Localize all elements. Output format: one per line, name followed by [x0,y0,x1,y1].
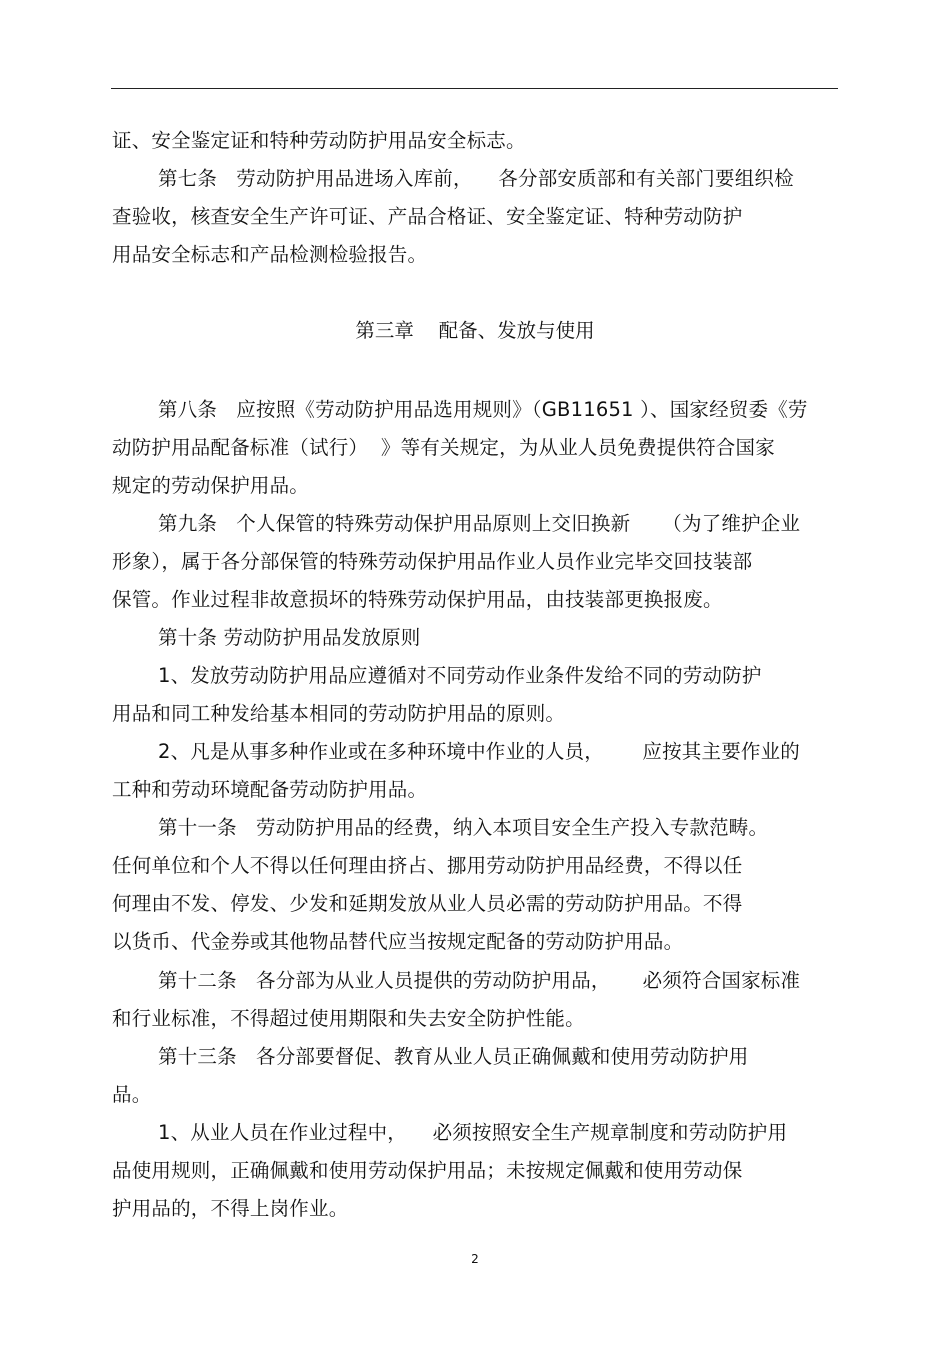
paragraph-line: 品使用规则，正确佩戴和使用劳动保护用品；未按规定佩戴和使用劳动保 [112,1159,743,1182]
article-9-line: 第九条 个人保管的特殊劳动保护用品原则上交旧换新 （为了维护企业 [158,512,801,535]
paragraph-line: 保管。作业过程非故意损坏的特殊劳动保护用品，由技装部更换报废。 [112,588,723,611]
header-rule [111,88,838,89]
paragraph-line: 何理由不发、停发、少发和延期发放从业人员必需的劳动防护用品。不得 [112,892,743,915]
paragraph-line: 品。 [112,1083,152,1106]
paragraph-line: 和行业标准，不得超过使用期限和失去安全防护性能。 [112,1007,585,1030]
paragraph-line: 工种和劳动环境配备劳动防护用品。 [112,778,428,801]
page-number: 2 [471,1252,479,1266]
clause-1-line: 1、从业人员在作业过程中， 必须按照安全生产规章制度和劳动防护用 [158,1121,788,1144]
article-13-line: 第十三条 各分部要督促、教育从业人员正确佩戴和使用劳动防护用 [158,1045,749,1068]
paragraph-line: 动防护用品配备标准（试行） 》等有关规定，为从业人员免费提供符合国家 [112,436,775,459]
paragraph-line: 形象），属于各分部保管的特殊劳动保护用品作业人员作业完毕交回技装部 [112,550,753,573]
paragraph-line: 证、安全鉴定证和特种劳动防护用品安全标志。 [112,129,526,152]
paragraph-line: 查验收，核查安全生产许可证、产品合格证、安全鉴定证、特种劳动防护 [112,205,743,228]
paragraph-line: 规定的劳动保护用品。 [112,474,310,497]
paragraph-line: 任何单位和个人不得以任何理由挤占、挪用劳动防护用品经费，不得以任 [112,854,743,877]
paragraph-line: 用品安全标志和产品检测检验报告。 [112,243,428,266]
clause-1-line: 1、发放劳动防护用品应遵循对不同劳动作业条件发给不同的劳动防护 [158,664,762,687]
clause-2-line: 2、凡是从事多种作业或在多种环境中作业的人员， 应按其主要作业的 [158,740,800,763]
paragraph-line: 以货币、代金券或其他物品替代应当按规定配备的劳动防护用品。 [112,930,684,953]
paragraph-line: 用品和同工种发给基本相同的劳动防护用品的原则。 [112,702,566,725]
article-7-line: 第七条 劳动防护用品进场入库前， 各分部安质部和有关部门要组织检 [158,167,794,190]
chapter-heading: 第三章 配备、发放与使用 [355,319,595,342]
paragraph-line: 护用品的，不得上岗作业。 [112,1197,349,1220]
article-11-line: 第十一条 劳动防护用品的经费，纳入本项目安全生产投入专款范畴。 [158,816,769,839]
article-8-line: 第八条 应按照《劳动防护用品选用规则》（GB11651 ）、国家经贸委《劳 [158,398,808,421]
article-10-line: 第十条 劳动防护用品发放原则 [158,626,421,649]
article-12-line: 第十二条 各分部为从业人员提供的劳动防护用品， 必须符合国家标准 [158,969,801,992]
